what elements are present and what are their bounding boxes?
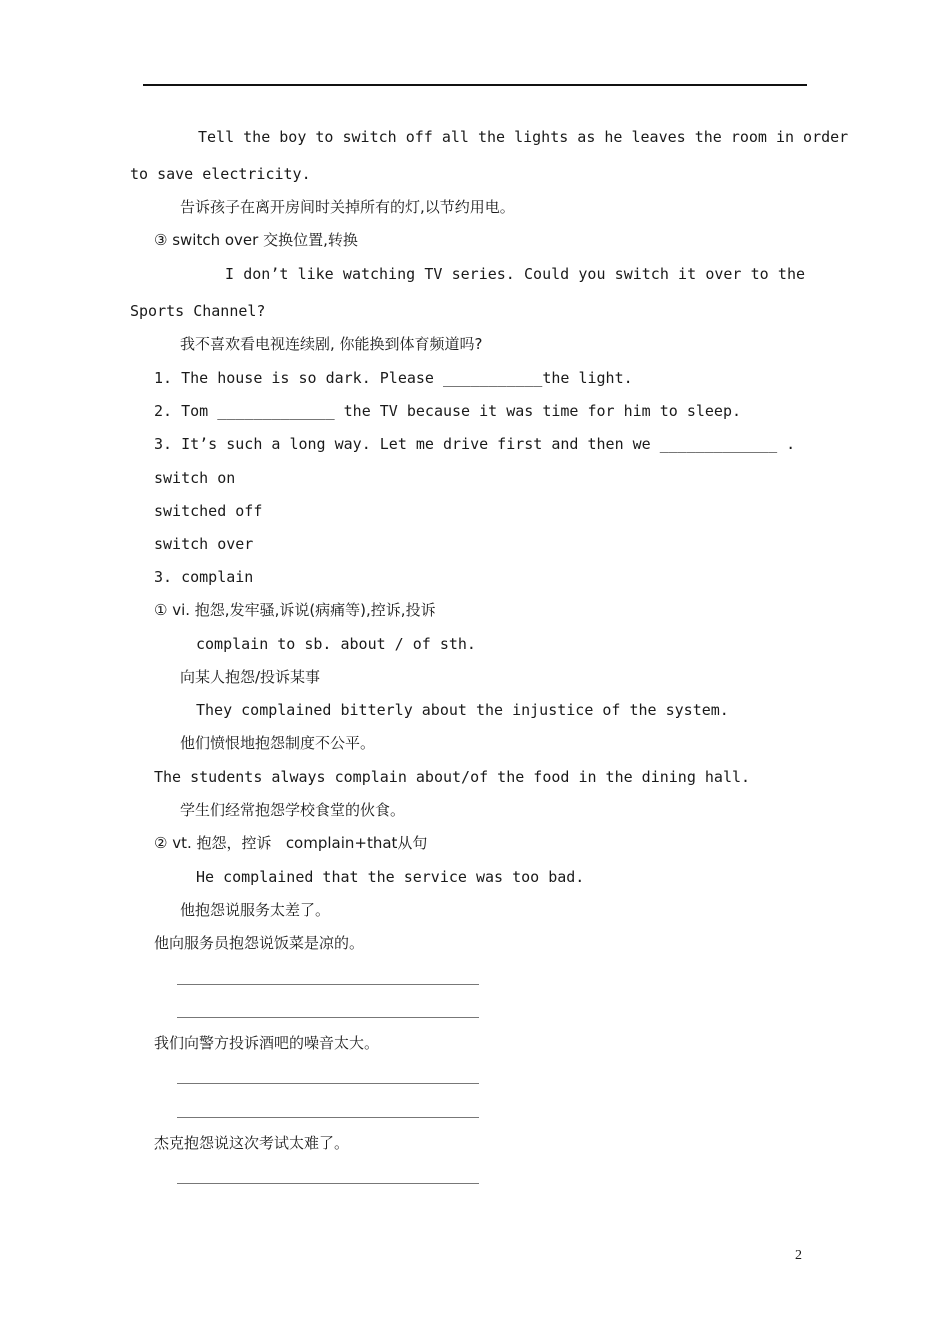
- paragraph-line: Tell the boy to switch off all the lights as he leaves the room in order: [198, 128, 849, 146]
- exercise-question: 3. It’s such a long way. Let me drive first and then we _____________ .: [154, 435, 796, 453]
- translation-prompt: 我们向警方投诉酒吧的噪音太大。: [154, 1034, 380, 1052]
- answer-blank-line[interactable]: [177, 984, 479, 985]
- answer-blank-line[interactable]: [177, 1117, 479, 1118]
- answer-line: switch on: [154, 469, 236, 487]
- translation-line: 向某人抱怨/投诉某事: [180, 668, 321, 686]
- translation-line: 学生们经常抱怨学校食堂的伙食。: [180, 801, 406, 819]
- example-sentence: He complained that the service was too bad.: [196, 868, 585, 886]
- translation-line: 我不喜欢看电视连续剧, 你能换到体育频道吗?: [180, 335, 483, 353]
- answer-line: switch over: [154, 535, 254, 553]
- section-heading: ③ switch over 交换位置,转换: [154, 231, 358, 249]
- exercise-question: 2. Tom _____________ the TV because it was time for him to sleep.: [154, 402, 741, 420]
- translation-prompt: 杰克抱怨说这次考试太难了。: [154, 1134, 350, 1152]
- answer-blank-line[interactable]: [177, 1017, 479, 1018]
- exercise-question: 1. The house is so dark. Please ___________the light.: [154, 369, 633, 387]
- example-sentence: The students always complain about/of the food in the dining hall.: [154, 768, 751, 786]
- answer-line: switched off: [154, 502, 263, 520]
- section-heading: 3. complain: [154, 568, 254, 586]
- translation-line: 他抱怨说服务太差了。: [180, 901, 331, 919]
- definition-line: ① vi. 抱怨,发牢骚,诉说(病痛等),控诉,投诉: [154, 601, 436, 619]
- answer-blank-line[interactable]: [177, 1183, 479, 1184]
- paragraph-line: Sports Channel?: [130, 302, 266, 320]
- page-number: 2: [795, 1248, 802, 1263]
- definition-line: ② vt. 抱怨，控诉 complain+that从句: [154, 834, 428, 852]
- example-sentence: They complained bitterly about the injustice of the system.: [196, 701, 729, 719]
- header-rule: [143, 84, 807, 86]
- translation-line: 他们愤恨地抱怨制度不公平。: [180, 734, 376, 752]
- paragraph-line: to save electricity.: [130, 165, 311, 183]
- pattern-line: complain to sb. about / of sth.: [196, 635, 476, 653]
- translation-line: 告诉孩子在离开房间时关掉所有的灯,以节约用电。: [180, 198, 515, 216]
- paragraph-line: I don’t like watching TV series. Could you switch it over to the: [225, 265, 805, 283]
- answer-blank-line[interactable]: [177, 1083, 479, 1084]
- translation-prompt: 他向服务员抱怨说饭菜是凉的。: [154, 934, 365, 952]
